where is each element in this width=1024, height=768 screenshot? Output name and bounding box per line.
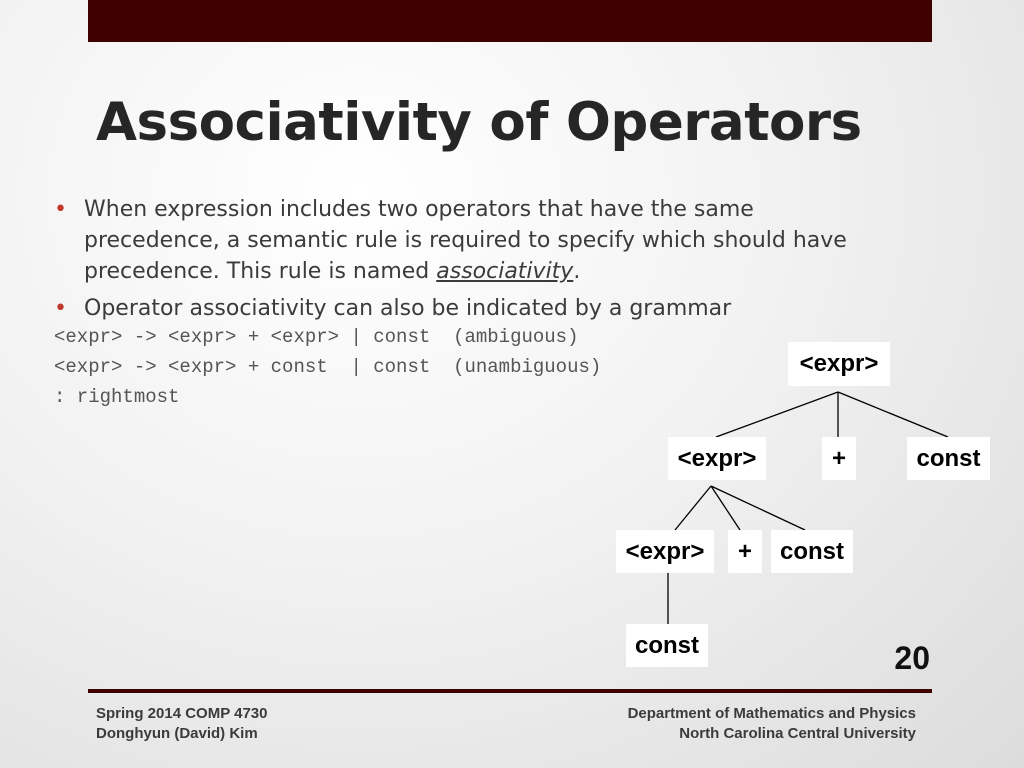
footer-course: Spring 2014 COMP 4730: [96, 705, 268, 722]
bullet-dot-icon: •: [54, 197, 67, 222]
page-number: 20: [894, 640, 930, 676]
footer-department: Department of Mathematics and Physics: [627, 705, 916, 722]
footer-right: [628, 704, 916, 744]
tree-node-plus-l2: +: [728, 530, 762, 573]
bullet-1-emphasis: associativity: [436, 259, 574, 284]
slide-title: Associativity of Operators: [96, 92, 862, 153]
bullet-1-suffix: .: [573, 259, 581, 284]
tree-node-plus-l1: +: [822, 437, 856, 480]
bullet-2-text: Operator associativity can also be indicated by a grammar: [84, 296, 732, 321]
footer-left: [96, 704, 267, 744]
footer-university: North Carolina Central University: [679, 725, 916, 742]
grammar-line-ambiguous: <expr> -> <expr> + <expr> | const (ambiguous): [54, 326, 579, 348]
tree-edge: [716, 392, 838, 437]
grammar-note-rightmost: : rightmost: [54, 386, 180, 408]
tree-node-root: <expr>: [788, 342, 890, 386]
tree-node-const-l3: const: [626, 624, 708, 667]
footer-instructor: Donghyun (David) Kim: [96, 725, 258, 742]
tree-node-expr-l1: <expr>: [668, 437, 766, 480]
tree-edge: [838, 392, 948, 437]
tree-node-const-l2: const: [771, 530, 853, 573]
bullet-1-text: When expression includes two operators that have the same precedence, a semantic rule is required to specify which should have precedence. This rule is named: [84, 197, 847, 284]
grammar-line-unambiguous: <expr> -> <expr> + const | const (unambiguous): [54, 356, 602, 378]
bottom-accent-bar: [88, 689, 932, 693]
tree-node-const-l1: const: [907, 437, 990, 480]
bullet-dot-icon: •: [54, 296, 67, 321]
tree-node-expr-l2: <expr>: [616, 530, 714, 573]
tree-edge: [675, 486, 711, 530]
